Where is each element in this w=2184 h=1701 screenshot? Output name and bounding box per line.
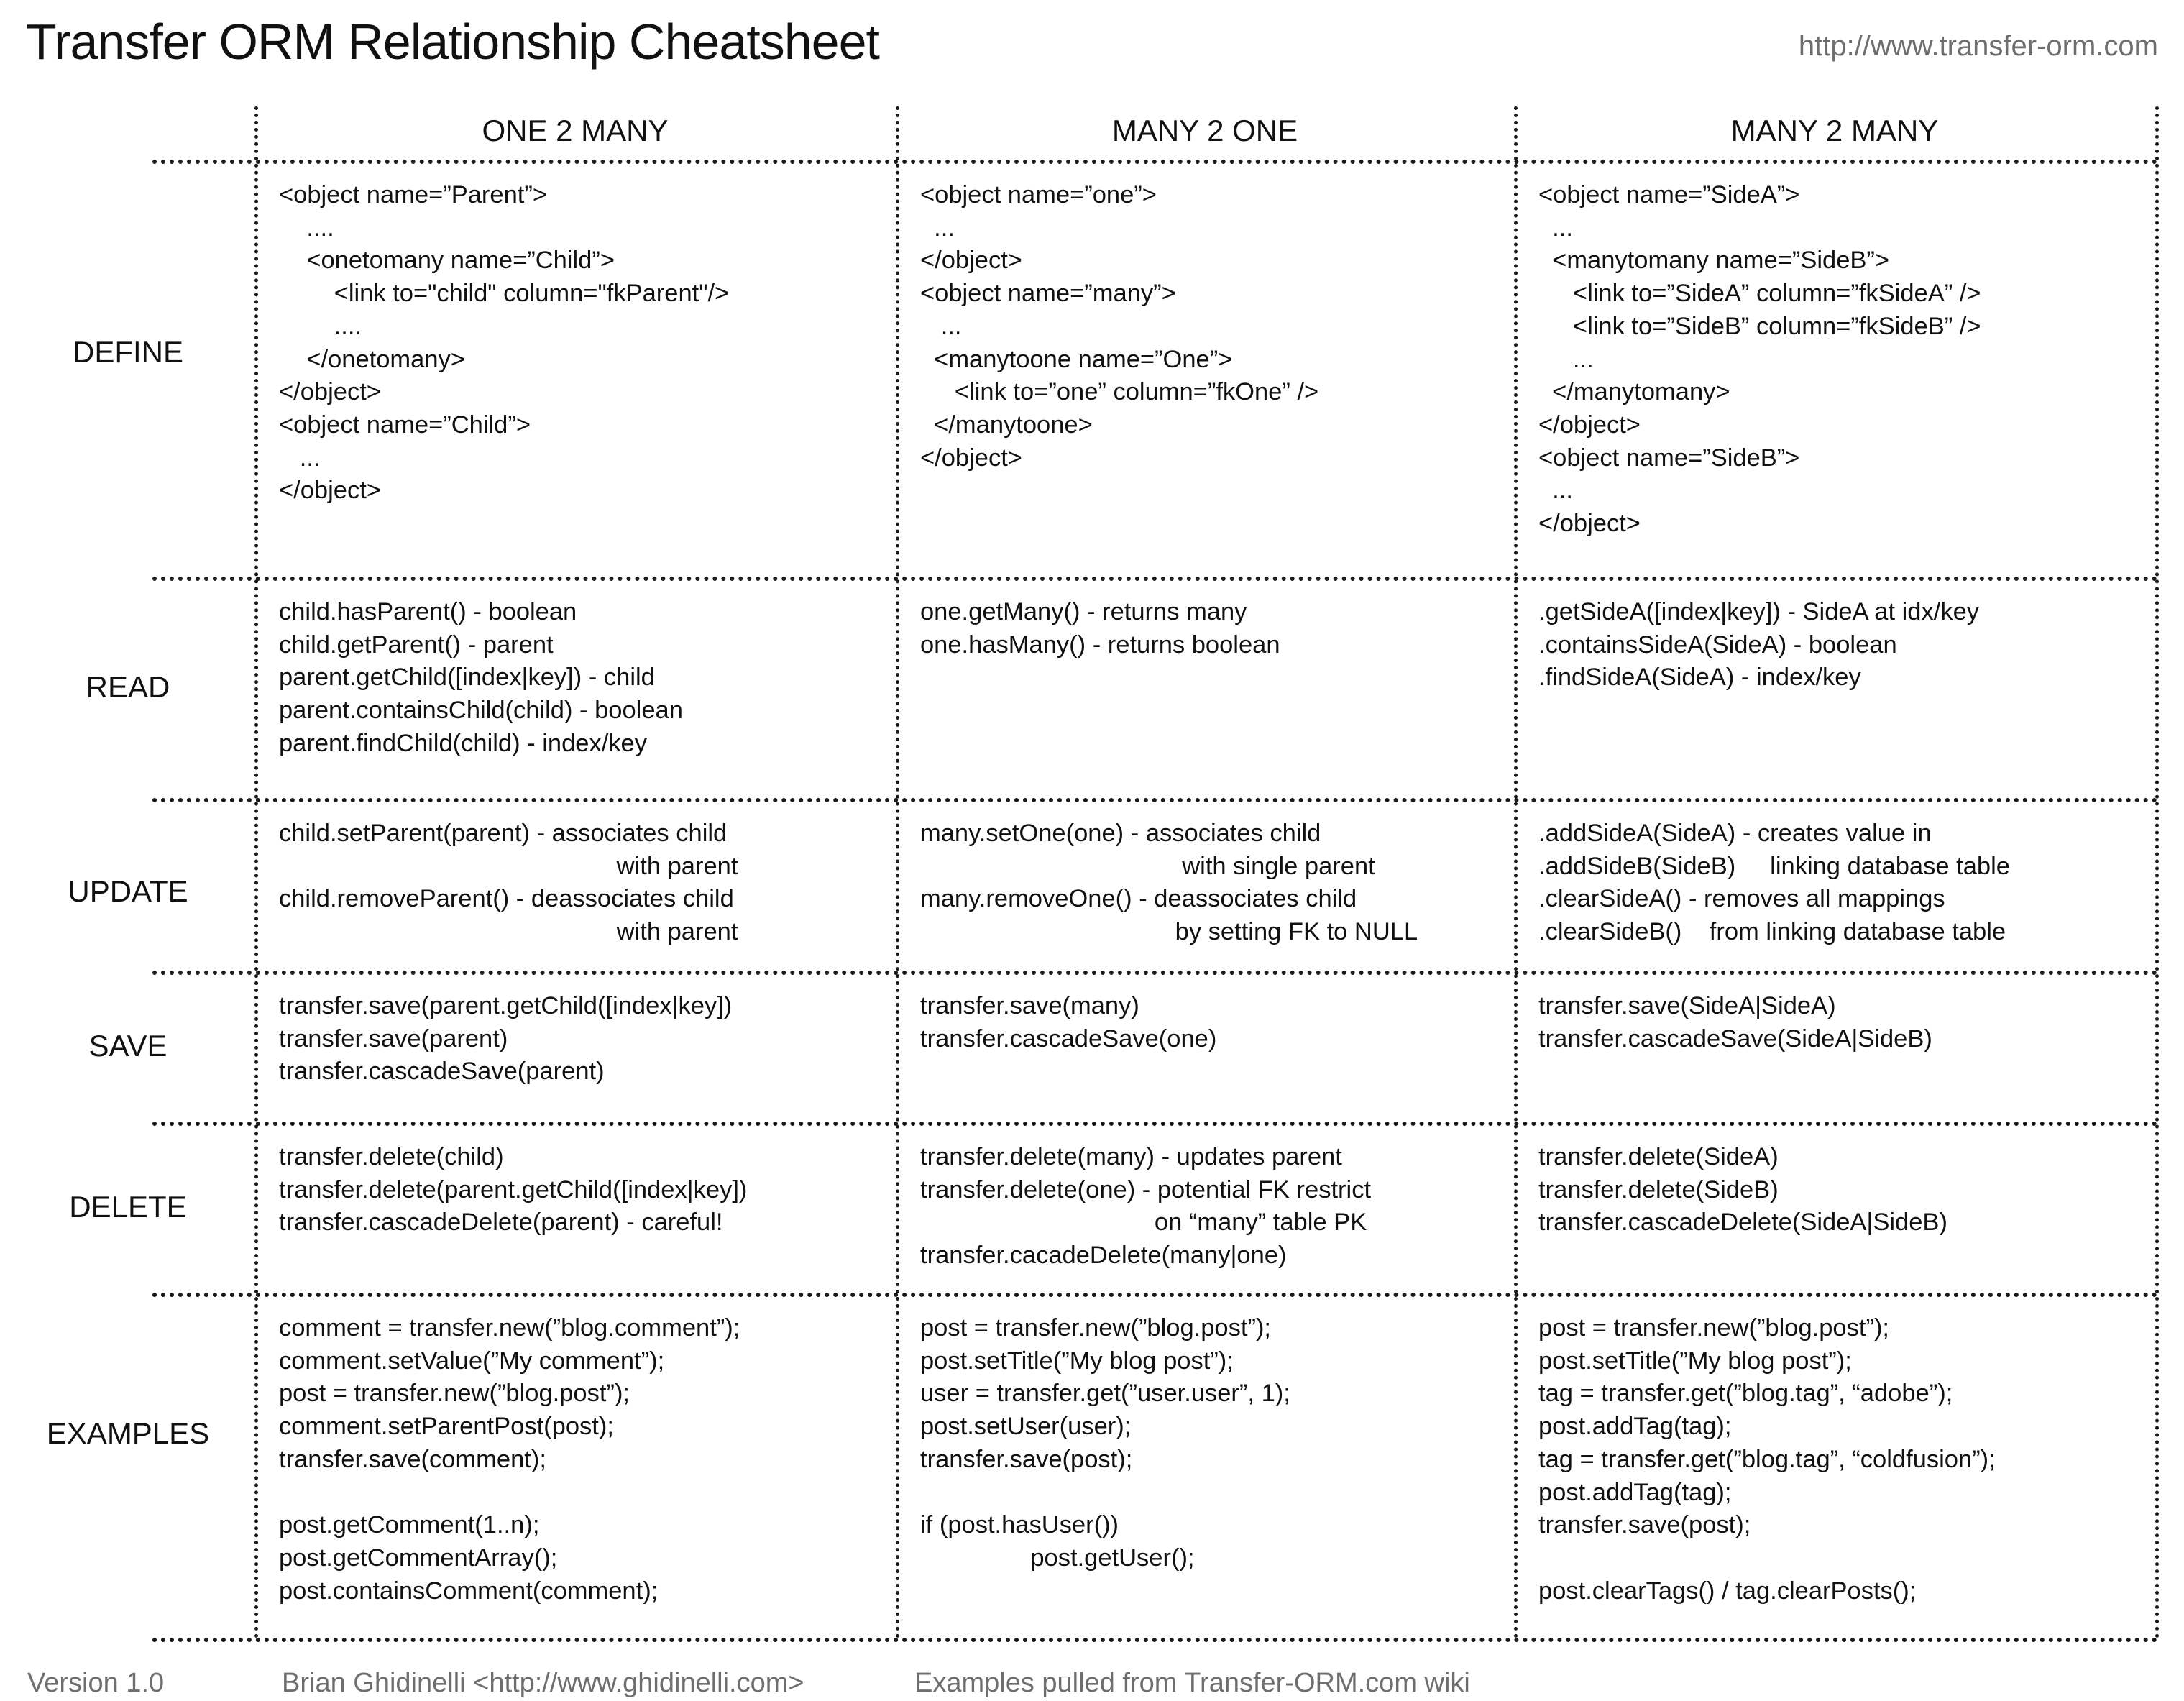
- table-cell: .getSideA([index|key]) - SideA at idx/key .containsSideA(SideA) - boolean .findSideA(SideA) - index/key: [1538, 598, 1980, 692]
- footer-note: Examples pulled from Transfer-ORM.com wiki: [914, 1668, 1470, 1698]
- table-cell: comment = transfer.new(”blog.comment”); comment.setValue(”My comment”); post = transfer.new(”blog.post”); comment.setParentPost(post); transfer.save(comment); post.getComment(1..n); post.getCommentArray(); post.containsComment(comment);: [279, 1314, 740, 1605]
- column-divider: [1514, 106, 1518, 1639]
- table-cell: .addSideA(SideA) - creates value in .addSideB(SideB) linking database table .clearSideA() - removes all mappings .clearSideB() from linking database table: [1538, 820, 2010, 946]
- row-divider: [152, 971, 2158, 975]
- table-cell: child.setParent(parent) - associates child with parent child.removeParent() - deassociates child with parent: [279, 820, 738, 946]
- table-cell: post = transfer.new(”blog.post”); post.setTitle(”My blog post”); tag = transfer.get(”blog.tag”, “adobe”); post.addTag(tag); tag = transfer.get(”blog.tag”, “coldfusion”); post.addTag(tag); transfer.save(post); post.clearTags() / tag.clearPosts();: [1538, 1314, 1996, 1605]
- column-header: MANY 2 ONE: [1111, 114, 1298, 147]
- row-divider: [152, 1293, 2158, 1297]
- column-divider: [896, 106, 899, 1639]
- row-divider: [152, 1122, 2158, 1126]
- column-header: ONE 2 MANY: [482, 114, 669, 147]
- row-divider: [152, 798, 2158, 802]
- page-title: Transfer ORM Relationship Cheatsheet: [26, 14, 879, 70]
- row-label-save: SAVE: [88, 1029, 168, 1063]
- table-cell: post = transfer.new(”blog.post”); post.setTitle(”My blog post”); user = transfer.get(”user.user”, 1); post.setUser(user); transfer.save(post); if (post.hasUser()) post.getUser();: [920, 1314, 1290, 1572]
- table-cell: transfer.delete(child) transfer.delete(parent.getChild([index|key]) transfer.cascadeDelete(parent) - careful!: [279, 1143, 748, 1237]
- site-url: http://www.transfer-orm.com: [1798, 30, 2158, 62]
- table-cell: transfer.delete(many) - updates parent transfer.delete(one) - potential FK restrict on “many” table PK transfer.cacadeDelete(many|one): [920, 1143, 1372, 1270]
- table-cell: one.getMany() - returns many one.hasMany() - returns boolean: [920, 598, 1280, 659]
- row-label-read: READ: [86, 670, 170, 704]
- row-label-update: UPDATE: [68, 874, 188, 908]
- row-label-delete: DELETE: [69, 1190, 187, 1224]
- row-label-define: DEFINE: [72, 335, 183, 369]
- row-divider: [152, 1638, 2158, 1642]
- table-cell: <object name=”one”> ... </object> <object name=”many”> ... <manytoone name=”One”> <link to=”one” column=”fkOne” /> </manytoone> </object>: [920, 181, 1319, 472]
- table-cell: many.setOne(one) - associates child with single parent many.removeOne() - deassociates child by setting FK to NULL: [920, 820, 1418, 946]
- footer-version: Version 1.0: [27, 1668, 165, 1698]
- table-cell: <object name=”Parent”> .... <onetomany name=”Child”> <link to="child" column="fkParent"/> .... </onetomany> </object> <object name=”Child”> ... </object>: [279, 181, 730, 505]
- column-divider: [2155, 106, 2159, 1639]
- table-cell: <object name=”SideA”> ... <manytomany name=”SideB”> <link to=”SideA” column=”fkSideA” /> <link to=”SideB” column=”fkSideB” /> ... </manytomany> </object> <object name=”SideB”> ... </object>: [1538, 181, 1981, 538]
- row-divider: [152, 577, 2158, 581]
- table-cell: child.hasParent() - boolean child.getParent() - parent parent.getChild([index|key]) - child parent.containsChild(child) - boolean parent.findChild(child) - index/key: [279, 598, 683, 757]
- row-label-examples: EXAMPLES: [46, 1416, 210, 1450]
- table-cell: transfer.save(SideA|SideA) transfer.cascadeSave(SideA|SideB): [1538, 992, 1932, 1053]
- table-cell: transfer.save(many) transfer.cascadeSave(one): [920, 992, 1217, 1053]
- column-header: MANY 2 MANY: [1730, 114, 1939, 147]
- table-cell: transfer.delete(SideA) transfer.delete(SideB) transfer.cascadeDelete(SideA|SideB): [1538, 1143, 1947, 1237]
- table-cell: transfer.save(parent.getChild([index|key]) transfer.save(parent) transfer.cascadeSave(parent): [279, 992, 733, 1086]
- footer-author: Brian Ghidinelli <http://www.ghidinelli.com>: [282, 1668, 804, 1698]
